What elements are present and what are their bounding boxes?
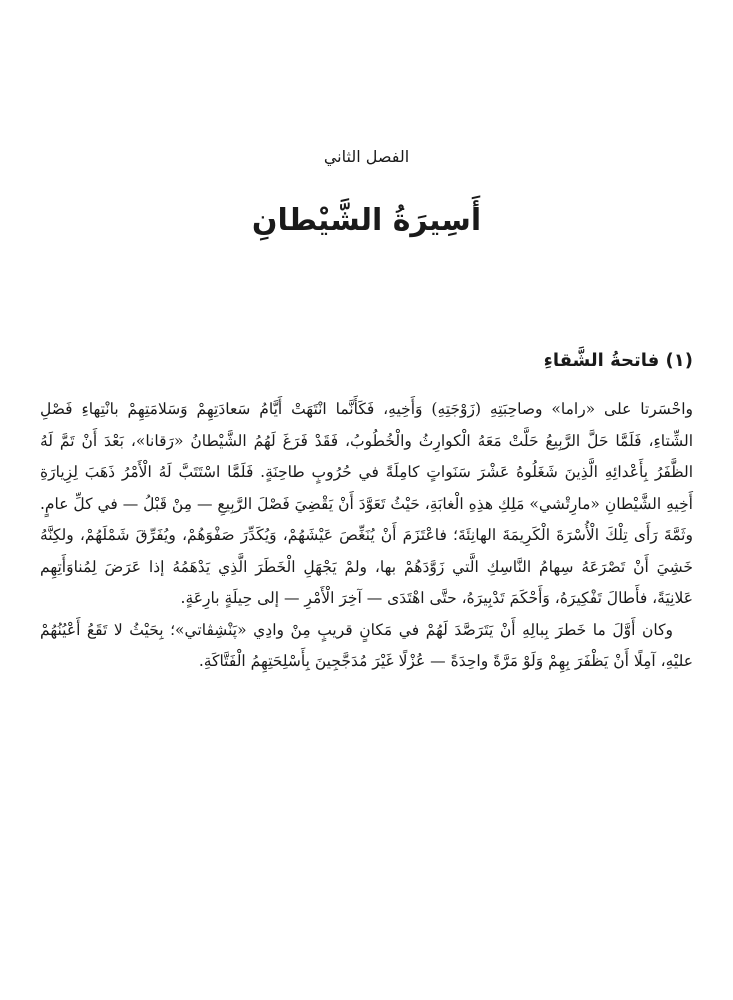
chapter-title: أَسِيرَةُ الشَّيْطانِ — [251, 203, 482, 238]
body-text — [40, 394, 693, 678]
paragraph-1: واحْسَرتا على «راما» وصاحِبَتِهِ (زَوْجَتِهِ) وَأَخِيهِ، فَكَأَنَّما انْتَهَتْ أَيَّامُ سَعادَتِهِمْ وَسَلامَتِهِمْ بانْتِهاءِ فَصْلِ الشِّتاءِ، فَلَمَّا حَلَّ الرَّبِيعُ حَلَّتْ مَعَهُ الْكوارِثُ والْخُطُوبُ، فَقَدْ فَرَغَ لَهُمُ الشَّيْطانُ «رَقانا»، بَعْدَ أَنْ تَمَّ لَهُ الظَّفَرُ بِأَعْدائِهِ الَّذِينَ شَغَلُوهُ عَشْرَ سَنَواتٍ كامِلَةً في حُرُوبٍ طاحِنَةٍ. فَلَمَّا اسْتَتَبَّ لَهُ الْأَمْرُ ذَهَبَ لِزِيارَةِ أَخِيهِ الشَّيْطانِ «مارِتْشي» مَلِكِ هذِهِ الْغابَةِ، حَيْثُ تَعَوَّدَ أَنْ يَقْضِيَ فَصْلَ الرَّبِيعِ — مِنْ قَبْلُ — في كلِّ عامٍ. وثَمَّةَ رَأَى تِلْكَ الْأُسْرَةَ الْكَرِيمَةَ الهانِئَةَ؛ فاعْتَزَمَ أَنْ يُنَغِّصَ عَيْشَهُمْ، وَيُكَدِّرَ صَفْوَهُمْ، ويُفَرِّقَ شَمْلَهُمْ، ولكِنَّهُ خَشِيَ أَنْ تَصْرَعَهُ سِهامُ النَّاسِكِ الَّتي زَوَّدَهُمْ بها، ولمْ يَجْهَلِ الْخَطَرَ الَّذِي يَدْهَمُهُ إذا عَرَضَ لِمُناوَأَتِهِم عَلانِيَةً، فأَطالَ تَفْكِيرَهُ، وَأَحْكَمَ تَدْبِيرَهُ، حتَّى اهْتَدَى — آخِرَ الْأَمْرِ — إلى حِيلَةٍ بارِعَةٍ. — [40, 400, 693, 607]
chapter-label: الفصل الثاني — [323, 147, 410, 166]
section-heading: (١) فاتحةُ الشَّقاءِ — [543, 350, 693, 371]
paragraph-2: وكان أَوَّلَ ما خَطرَ بِبالِهِ أَنْ يَتَرَصَّدَ لَهُمْ في مَكانٍ قريبٍ مِنْ وادِي «پَنْشِڤاتي»؛ بِحَيْثُ لا تَقَعُ أَعْيُنُهُمْ عليْهِ، آمِلًا أَنْ يَظْفَرَ بِهِمْ وَلَوْ مَرَّةً واحِدَةً — عُزْلًا غَيْرَ مُدَجَّجِينَ بِأَسْلِحَتِهِمُ الْفَتَّاكَةِ. — [40, 620, 693, 670]
